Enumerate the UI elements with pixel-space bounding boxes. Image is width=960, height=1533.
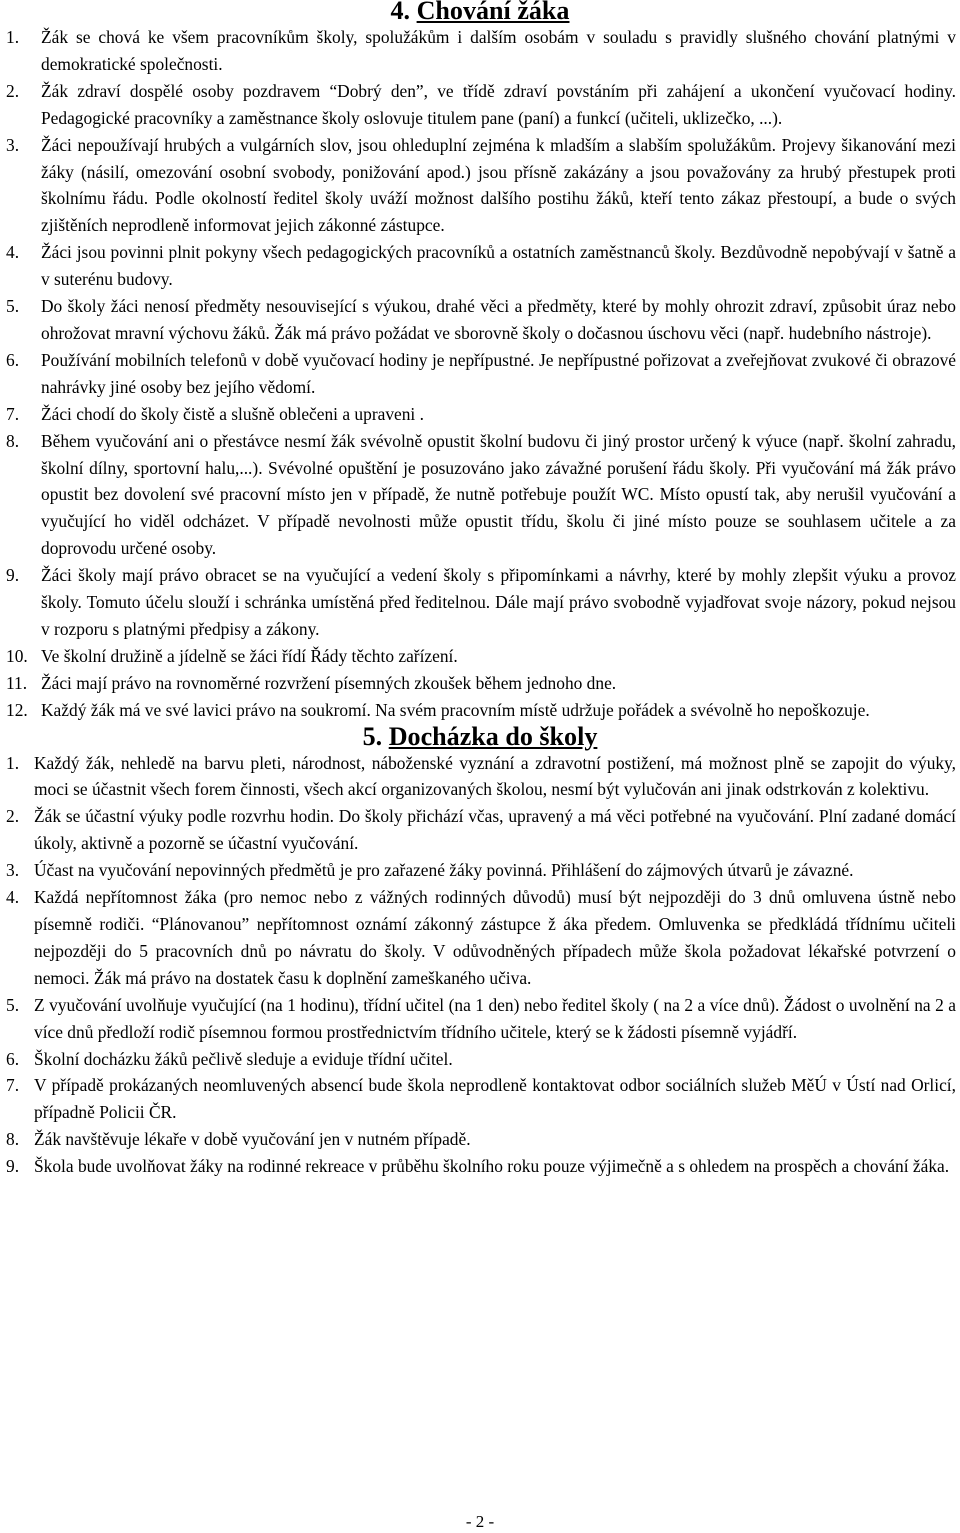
list-item bbox=[0, 24, 960, 78]
list-item bbox=[0, 1126, 960, 1153]
section-title: Chování žáka bbox=[416, 0, 570, 25]
list-item bbox=[0, 1153, 960, 1180]
item-text: Každá nepřítomnost žáka (pro nemoc nebo z vážných rodinných důvodů) musí být nejpozději do 3 dnů omluvena ústně nebo písemně rodiči. “Plánovanou” nepřítomnost oznámí zákonný zástupce ž áka předem. Omluvenka se předkládá třídnímu učiteli nejpozději do 5 pracovních dnů po návratu do školy. V odůvodněných případech může škola požadovat lékařské potvrzení o nemoci. Žák má právo na dostatek času k doplnění zameškaného učiva. bbox=[34, 887, 956, 988]
item-number: 11. bbox=[6, 672, 28, 693]
item-number: 3. bbox=[6, 134, 20, 155]
list-item bbox=[0, 239, 960, 293]
item-text: V případě prokázaných neomluvených absencí bude škola neprodleně kontaktovat odbor sociálních služeb MěÚ v Ústí nad Orlicí, případně Policii ČR. bbox=[34, 1075, 956, 1123]
item-number: 5. bbox=[6, 296, 20, 317]
list-item bbox=[0, 293, 960, 347]
section-number: 5. bbox=[362, 721, 383, 751]
list-item bbox=[0, 857, 960, 884]
item-text: Účast na vyučování nepovinných předmětů je pro zařazené žáky povinná. Přihlášení do zájmových útvarů je závazné. bbox=[34, 860, 854, 881]
item-number: 4. bbox=[6, 887, 20, 908]
item-number: 1. bbox=[6, 27, 20, 47]
list-item bbox=[0, 132, 960, 240]
item-number: 6. bbox=[6, 349, 20, 370]
list-item bbox=[0, 884, 960, 992]
item-text: Žáci chodí do školy čistě a slušně oblečeni a upraveni . bbox=[41, 403, 424, 424]
item-text: Školní docházku žáků pečlivě sleduje a eviduje třídní učitel. bbox=[34, 1048, 453, 1069]
list-item bbox=[0, 428, 960, 563]
item-text: Ve školní družině a jídelně se žáci řídí Řády těchto zařízení. bbox=[41, 645, 458, 666]
item-text: Do školy žáci nenosí předměty nesouvisející s výukou, drahé věci a předměty, které by mohly ohrozit zdraví, způsobit úraz nebo ohrožovat mravní výchovu žáků. Žák má právo požádat ve sborovně školy o dočasnou úschovu věci (např. hudebního nástroje). bbox=[41, 296, 956, 343]
list-item bbox=[0, 803, 960, 857]
list-item bbox=[0, 401, 960, 428]
item-number: 1. bbox=[6, 752, 20, 773]
rules-list bbox=[0, 24, 960, 724]
item-text: Používání mobilních telefonů v době vyučovací hodiny je nepřípustné. Je nepřípustné pořizovat a zveřejňovat zvukové či obrazové nahrávky jiné osoby bez jejího vědomí. bbox=[41, 349, 956, 397]
list-item bbox=[0, 1072, 960, 1126]
item-text: Z vyučování uvolňuje vyučující (na 1 hodinu), třídní učitel (na 1 den) nebo ředitel školy ( na 2 a více dnů). Žádost o uvolnění na 2 a více dnů předloží rodič písemnou formou prostřednictvím třídního učitele, který se k žádosti písemně vyjádří. bbox=[34, 994, 956, 1042]
item-text: Žáci nepoužívají hrubých a vulgárních slov, jsou ohleduplní zejména k mladším a slabším spolužákům. Projevy šikanování mezi žáky (násilí, omezování osobní svobody, ponižování apod.) jsou přísně zakázány a jsou považovány za hrubý přestupek proti školnímu řádu. Podle okolností ředitel školy uváží možnost dalšího postihu žáků, kteří tento zákaz přestoupí, a bude o svých zjištěních neprodleně informovat jejich zákonné zástupce. bbox=[41, 134, 956, 236]
item-text: Žák zdraví dospělé osoby pozdravem “Dobrý den”, ve třídě zdraví povstáním při zahájení a ukončení vyučovací hodiny. Pedagogické pracovníky a zaměstnance školy oslovuje titulem pane (paní) a funkcí (učiteli, uklizečko, ...). bbox=[41, 80, 956, 128]
section-title: Docházka do školy bbox=[388, 721, 598, 751]
item-number: 8. bbox=[6, 1129, 20, 1150]
item-text: Žák se chová ke všem pracovníkům školy, spolužákům i dalším osobám v souladu s pravidly slušného chování platnými v demokratické společnosti. bbox=[41, 27, 956, 74]
list-item bbox=[0, 562, 960, 643]
rules-list bbox=[0, 750, 960, 1181]
item-text: Každý žák má ve své lavici právo na soukromí. Na svém pracovním místě udržuje pořádek a svévolně ho nepoškozuje. bbox=[41, 699, 870, 720]
item-text: Žáci mají právo na rovnoměrné rozvržení písemných zkoušek během jednoho dne. bbox=[41, 672, 617, 693]
item-number: 9. bbox=[6, 1156, 20, 1177]
item-number: 3. bbox=[6, 860, 20, 881]
item-text: Během vyučování ani o přestávce nesmí žák svévolně opustit školní budovu či jiný prostor určený k výuce (např. školní zahradu, školní dílny, sportovní halu,...). Svévolné opuštění je posuzováno jako závažné porušení řádu školy. Při vyučování má žák právo opustit bez dovolení své pracovní místo jen v případě, že nutně potřebuje použít WC. Místo opustí tak, aby nerušil vyučování a vyučující ho viděl odcházet. V případě nevolnosti může opustit třídu, školu či jiné místo pouze se souhlasem učitele a za doprovodu určené osoby. bbox=[41, 430, 956, 559]
item-number: 5. bbox=[6, 994, 20, 1015]
item-number: 7. bbox=[6, 403, 20, 424]
list-item bbox=[0, 78, 960, 132]
item-number: 6. bbox=[6, 1048, 20, 1069]
section-heading bbox=[0, 721, 960, 751]
list-item bbox=[0, 670, 960, 697]
list-item bbox=[0, 750, 960, 804]
list-item bbox=[0, 347, 960, 401]
section-number: 4. bbox=[390, 0, 411, 25]
list-item bbox=[0, 643, 960, 670]
item-number: 12. bbox=[6, 699, 28, 720]
item-text: Žáci školy mají právo obracet se na vyučující a vedení školy s připomínkami a návrhy, které by mohly zlepšit výuku a provoz školy. Tomuto účelu slouží i schránka umístěná před ředitelnou. Dále mají právo svobodně vyjadřovat svoje názory, pokud nejsou v rozporu s platnými předpisy a zákony. bbox=[41, 565, 956, 639]
item-number: 8. bbox=[6, 430, 20, 451]
item-number: 2. bbox=[6, 80, 20, 101]
item-number: 10. bbox=[6, 645, 28, 666]
section-behavior bbox=[0, 0, 960, 724]
item-text: Žák se účastní výuky podle rozvrhu hodin. Do školy přichází včas, upravený a má věci potřebné na vyučování. Plní zadané domácí úkoly, aktivně a pozorně se účastní vyučování. bbox=[34, 806, 956, 854]
item-text: Žáci jsou povinni plnit pokyny všech pedagogických pracovníků a ostatních zaměstnanců školy. Bezdůvodně nepobývají v šatně a v suterénu budovy. bbox=[41, 242, 956, 290]
item-number: 4. bbox=[6, 242, 20, 263]
section-attendance bbox=[0, 721, 960, 1181]
item-number: 9. bbox=[6, 565, 20, 586]
list-item bbox=[0, 697, 960, 724]
item-number: 2. bbox=[6, 806, 20, 827]
section-heading bbox=[0, 0, 960, 24]
page-number: - 2 - bbox=[465, 1512, 495, 1531]
list-item bbox=[0, 992, 960, 1046]
item-number: 7. bbox=[6, 1075, 20, 1096]
item-text: Škola bude uvolňovat žáky na rodinné rekreace v průběhu školního roku pouze výjimečně a s ohledem na prospěch a chování žáka. bbox=[34, 1156, 950, 1177]
list-item bbox=[0, 1046, 960, 1073]
item-text: Žák navštěvuje lékaře v době vyučování jen v nutném případě. bbox=[34, 1129, 471, 1150]
item-text: Každý žák, nehledě na barvu pleti, národnost, náboženské vyznání a zdravotní postižení, má možnost plně se zapojit do výuky, moci se účastnit všech forem činnosti, všech akcí organizovaných školou, nesmí být vylučován ani jinak odstrkován z kolektivu. bbox=[34, 752, 956, 800]
